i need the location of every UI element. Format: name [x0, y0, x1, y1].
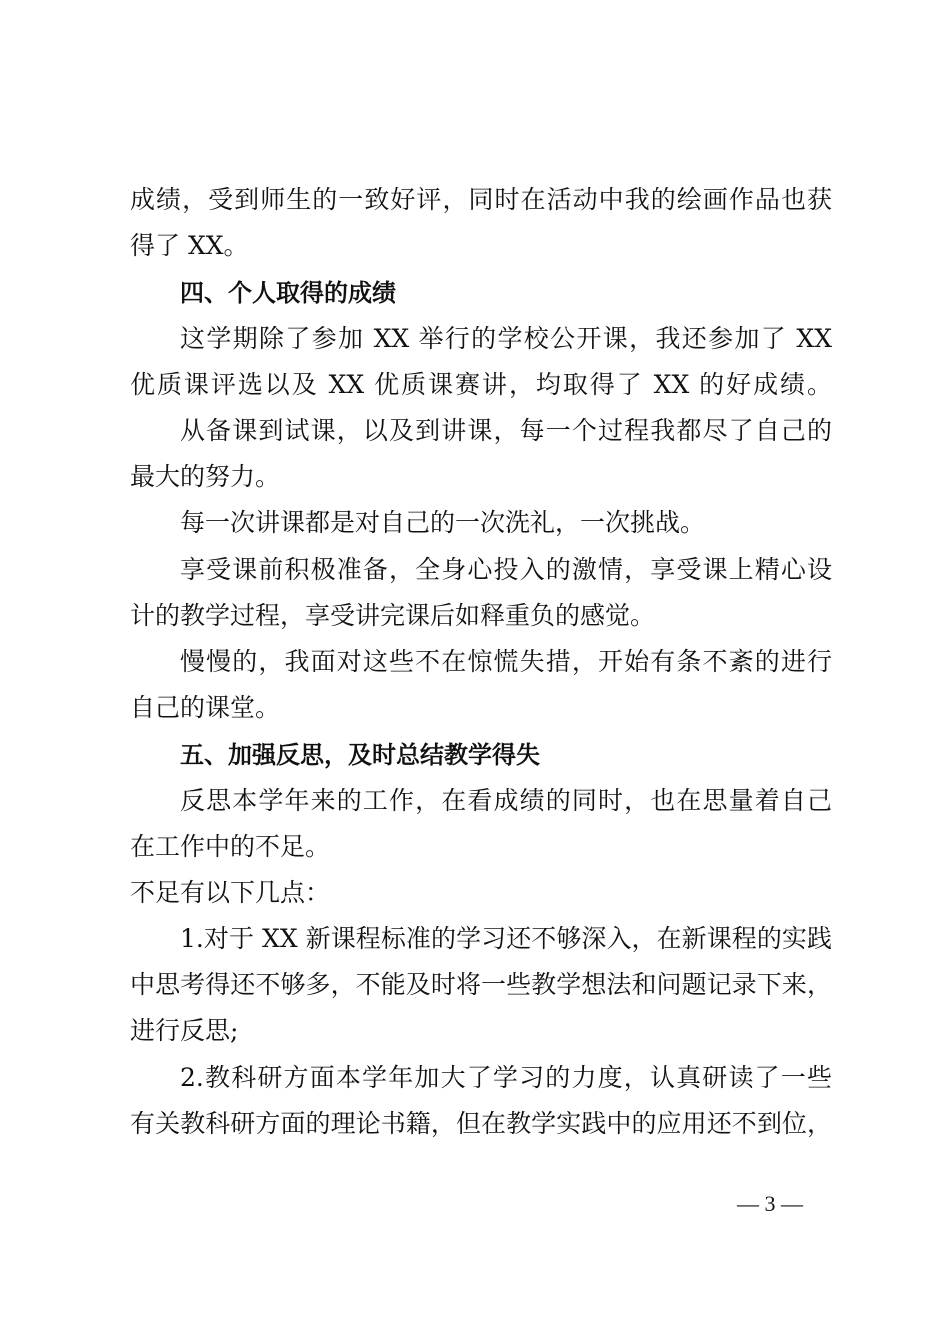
body-line: 在工作中的不足。 [130, 832, 331, 861]
body-line: 慢慢的，我面对这些不在惊慌失措，开始有条不紊的进行 [180, 647, 832, 676]
body-line: 计的教学过程，享受讲完课后如释重负的感觉。 [130, 601, 656, 630]
list-item-line: 2.教科研方面本学年加大了学习的力度，认真研读了一些 [180, 1063, 832, 1092]
body-line: 自己的课堂。 [130, 693, 281, 722]
list-item-line: 进行反思; [130, 1016, 239, 1045]
body-line: 反思本学年来的工作，在看成绩的同时，也在思量着自己 [180, 786, 832, 815]
body-line: 不足有以下几点： [130, 878, 331, 907]
body-line: 得了 XX。 [130, 231, 249, 260]
body-line: 成绩，受到师生的一致好评，同时在活动中我的绘画作品也获 [130, 185, 832, 214]
list-item-line: 有关教科研方面的理论书籍，但在教学实践中的应用还不到位， [130, 1109, 832, 1138]
list-item-line: 中思考得还不够多，不能及时将一些教学想法和问题记录下来， [130, 970, 832, 999]
section-heading: 五、加强反思，及时总结教学得失 [180, 741, 540, 769]
section-heading: 四、个人取得的成绩 [180, 279, 396, 307]
body-line: 每一次讲课都是对自己的一次洗礼，一次挑战。 [180, 508, 706, 537]
body-line: 这学期除了参加 XX 举行的学校公开课，我还参加了 XX [180, 324, 832, 353]
list-item-line: 1.对于 XX 新课程标准的学习还不够深入，在新课程的实践 [180, 924, 832, 953]
body-line: 享受课前积极准备，全身心投入的激情，享受课上精心设 [180, 555, 832, 584]
page-number: — 3 — [737, 1191, 803, 1216]
body-line: 从备课到试课，以及到讲课，每一个过程我都尽了自己的 [180, 416, 832, 445]
body-line: 最大的努力。 [130, 462, 281, 491]
body-line: 优质课评选以及 XX 优质课赛讲，均取得了 XX 的好成绩。 [130, 370, 832, 399]
